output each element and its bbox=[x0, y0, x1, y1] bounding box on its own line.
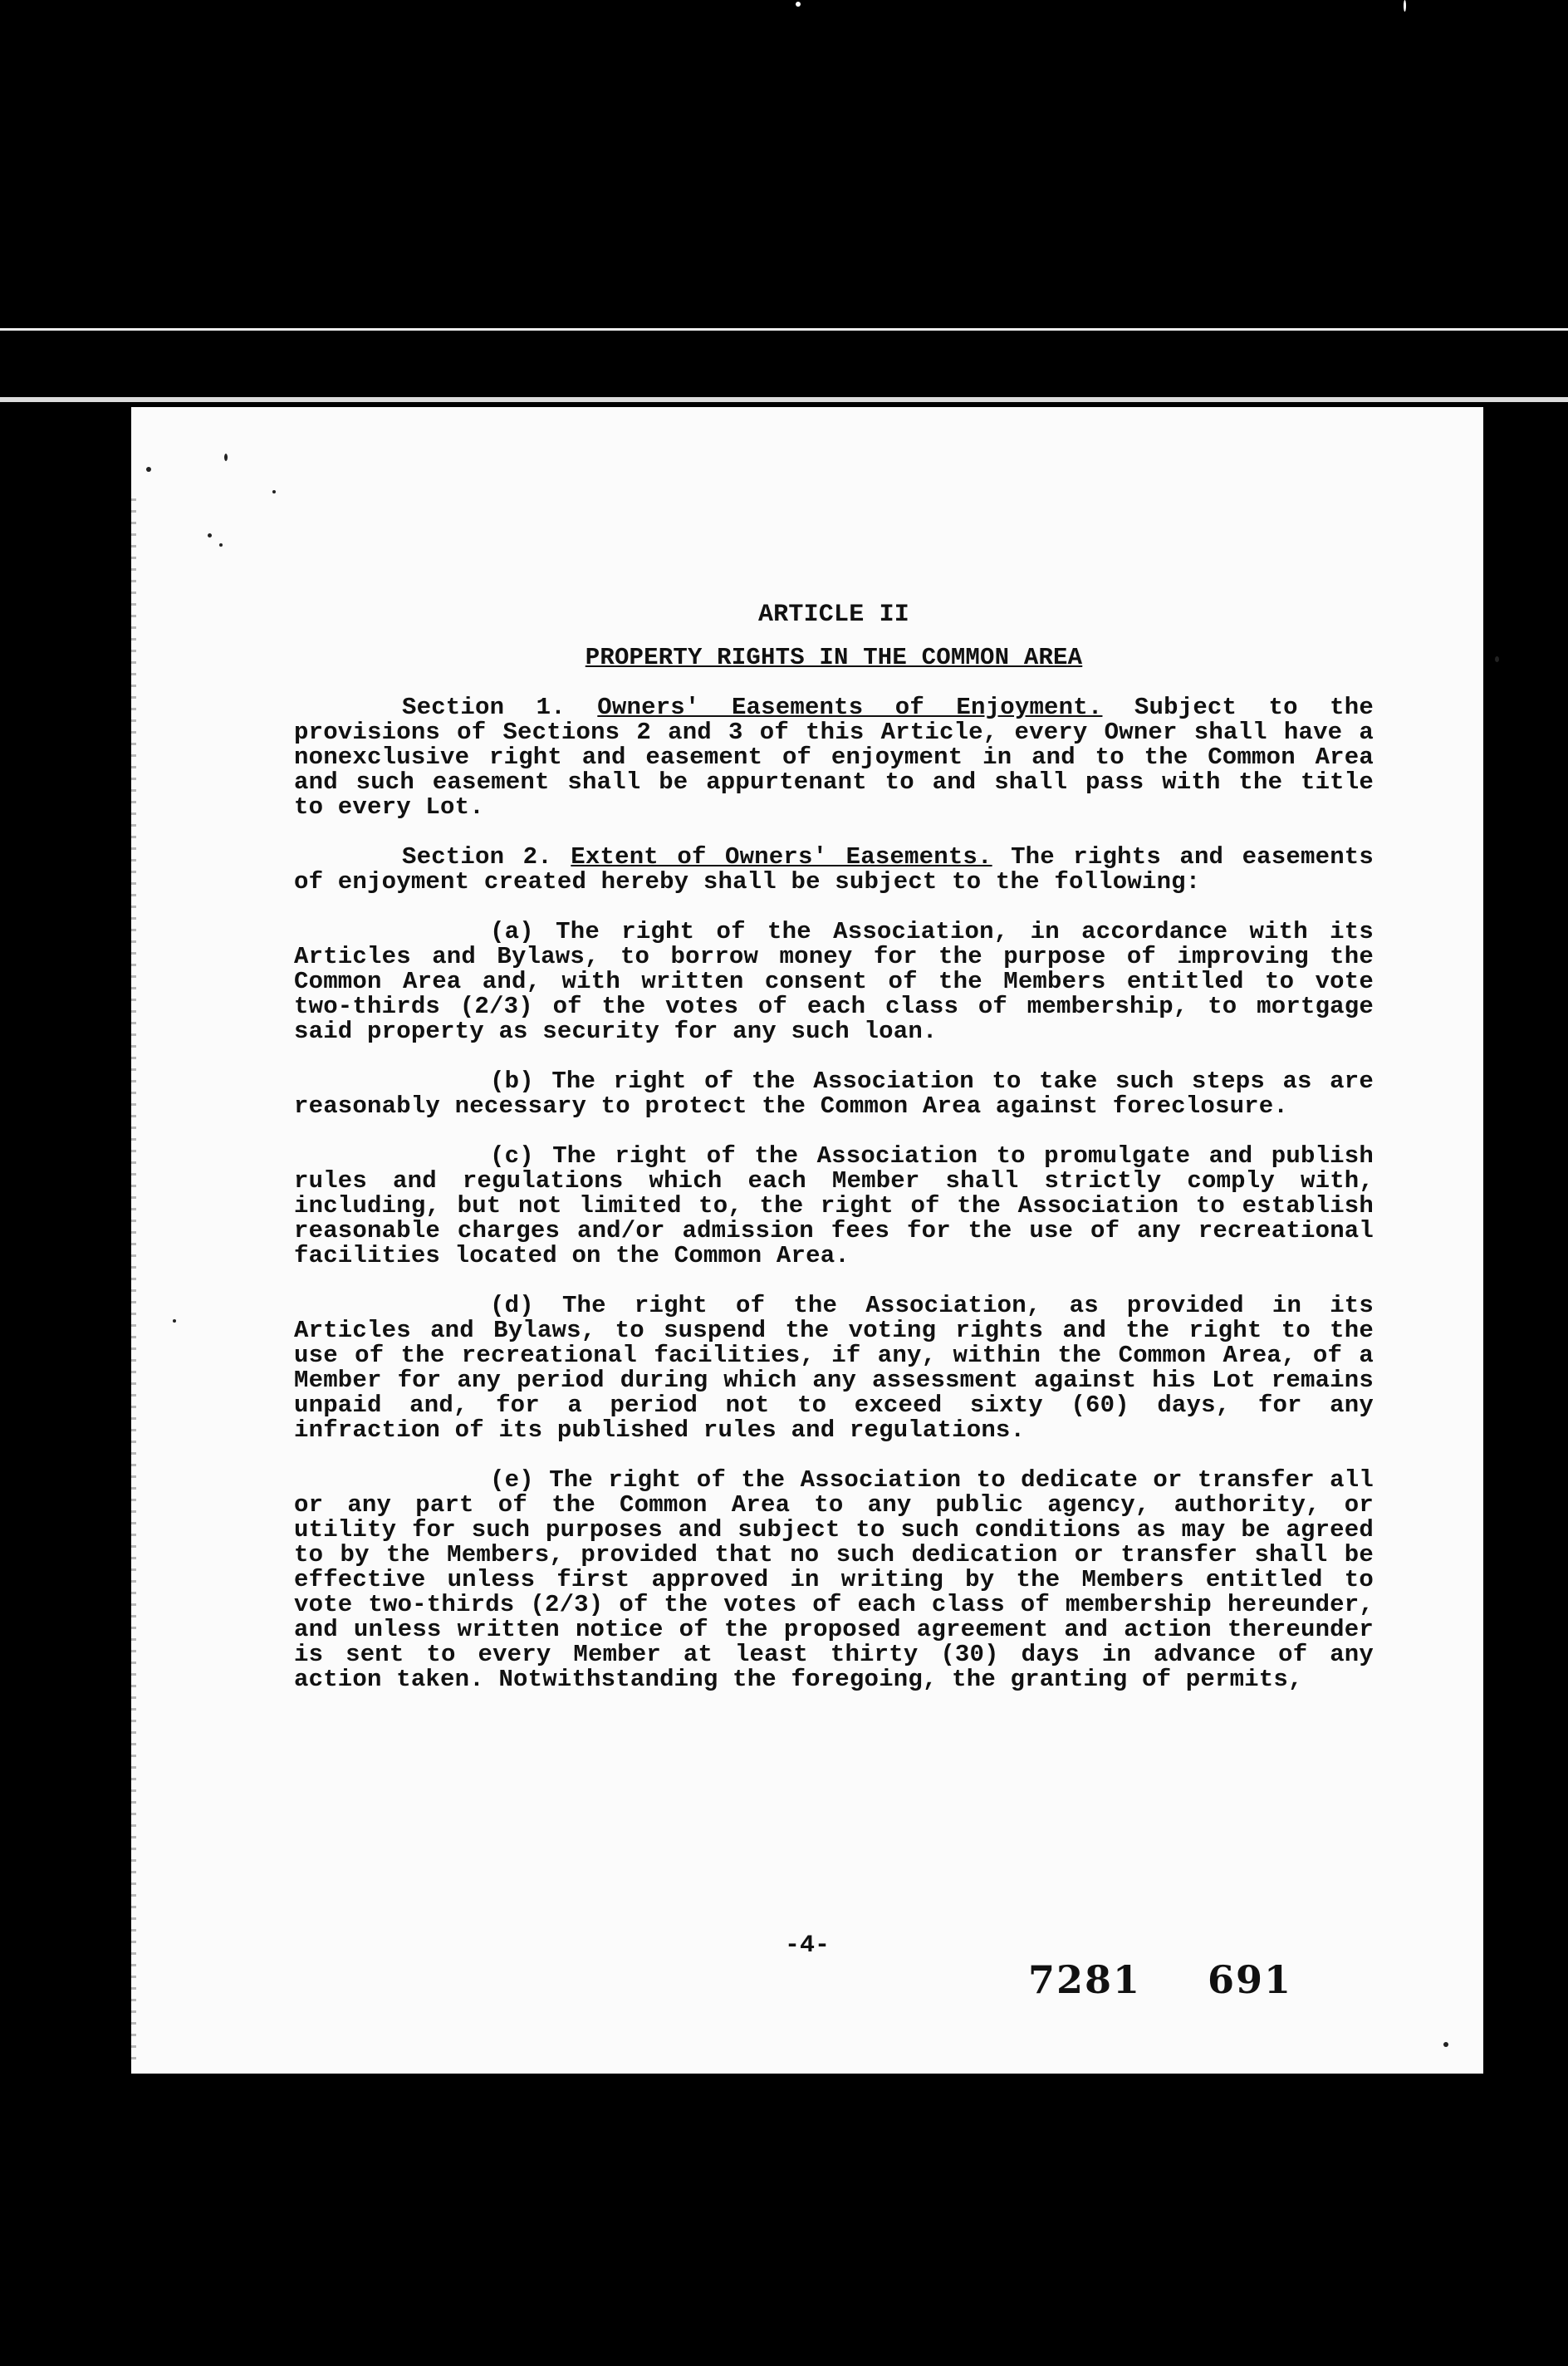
item-c-paragraph bbox=[294, 1144, 1374, 1269]
scan-speck bbox=[1495, 656, 1499, 662]
item-a-paragraph bbox=[294, 920, 1374, 1044]
section-1-lead: Section 1. bbox=[402, 694, 566, 721]
item-a-text: The right of the Association, in accordance with its Articles and Bylaws, to borrow money for the purpose of improving the Common Area and, with written consent of the Members entitled to vote two-thirds (2/3) of the votes of each class of membership, to mortgage said property as security for any such loan. bbox=[294, 918, 1374, 1045]
page-number: -4- bbox=[784, 1932, 830, 1960]
scan-edge-band bbox=[0, 397, 1568, 402]
scan-speck bbox=[208, 533, 212, 538]
item-d-paragraph bbox=[294, 1293, 1374, 1443]
scan-speck bbox=[173, 1319, 176, 1323]
stamp-page-number: 691 bbox=[1208, 1957, 1293, 2002]
item-d-label: (d) bbox=[490, 1292, 534, 1319]
item-d-text: The right of the Association, as provided in its Articles and Bylaws, to suspend the voting rights and the right to the use of the recreational facilities, if any, within the Common Area, of a Member for any period during which any assessment against his Lot remains unpaid and, for a period not to exceed sixty (60) days, for any infraction of its published rules and regulations. bbox=[294, 1292, 1374, 1444]
scan-speck bbox=[219, 543, 223, 547]
scan-speck bbox=[796, 2, 801, 7]
scan-speck bbox=[224, 454, 228, 461]
scan-speck bbox=[1404, 0, 1406, 12]
section-1-text: Subject to the provisions of Sections 2 and 3 of this Article, every Owner shall have a nonexclusive right and easement of enjoyment in and to the Common Area and such easement shall be appurtenant to and shall pass with the title to every Lot. bbox=[294, 694, 1374, 821]
scan-edge-band bbox=[0, 328, 1568, 331]
document-body bbox=[294, 602, 1374, 1717]
section-2-text: The rights and easements of enjoyment created hereby shall be subject to the following: bbox=[294, 843, 1374, 896]
recording-stamp bbox=[1028, 1957, 1292, 2002]
scan-speck bbox=[1443, 2042, 1448, 2047]
item-b-paragraph bbox=[294, 1069, 1374, 1119]
item-e-text: The right of the Association to dedicate or transfer all or any part of the Common Area to any public agency, authority, or utility for such purposes and subject to such conditions as may be agreed to by the Members, provided that no such dedication or transfer shall be effective unless first approved in writing by the Members entitled to vote two-thirds (2/3) of the votes of each class of membership hereunder, and unless written notice of the proposed agreement and action thereunder is sent to every Member at least thirty (30) days in advance of any action taken. Notwithstanding the foregoing, the granting of permits, bbox=[294, 1466, 1374, 1693]
scan-speck bbox=[272, 490, 276, 493]
section-1-paragraph bbox=[294, 695, 1374, 820]
item-c-text: The right of the Association to promulgate and publish rules and regulations which each Member shall strictly comply with, including, but not limited to, the right of the Association to establish reasonable charges and/or admission fees for the use of any recreational facilities located on the Common Area. bbox=[294, 1142, 1374, 1269]
section-1-heading: Owners' Easements of Enjoyment. bbox=[597, 694, 1103, 721]
scan-edge-marks bbox=[131, 498, 136, 2060]
item-b-label: (b) bbox=[490, 1068, 534, 1095]
item-a-label: (a) bbox=[490, 918, 534, 945]
item-e-label: (e) bbox=[490, 1466, 534, 1494]
scan-speck bbox=[146, 467, 151, 472]
section-2-heading: Extent of Owners' Easements. bbox=[571, 843, 992, 871]
section-2-paragraph bbox=[294, 845, 1374, 895]
stamp-book-number: 7281 bbox=[1028, 1957, 1142, 2002]
item-b-text: The right of the Association to take such steps as are reasonably necessary to protect the Common Area against foreclosure. bbox=[294, 1068, 1374, 1120]
item-e-paragraph bbox=[294, 1468, 1374, 1692]
article-title: ARTICLE II bbox=[757, 601, 910, 629]
article-subtitle: PROPERTY RIGHTS IN THE COMMON AREA bbox=[585, 644, 1083, 671]
document-page bbox=[131, 407, 1483, 2074]
section-2-lead: Section 2. bbox=[402, 843, 552, 871]
item-c-label: (c) bbox=[490, 1142, 534, 1170]
